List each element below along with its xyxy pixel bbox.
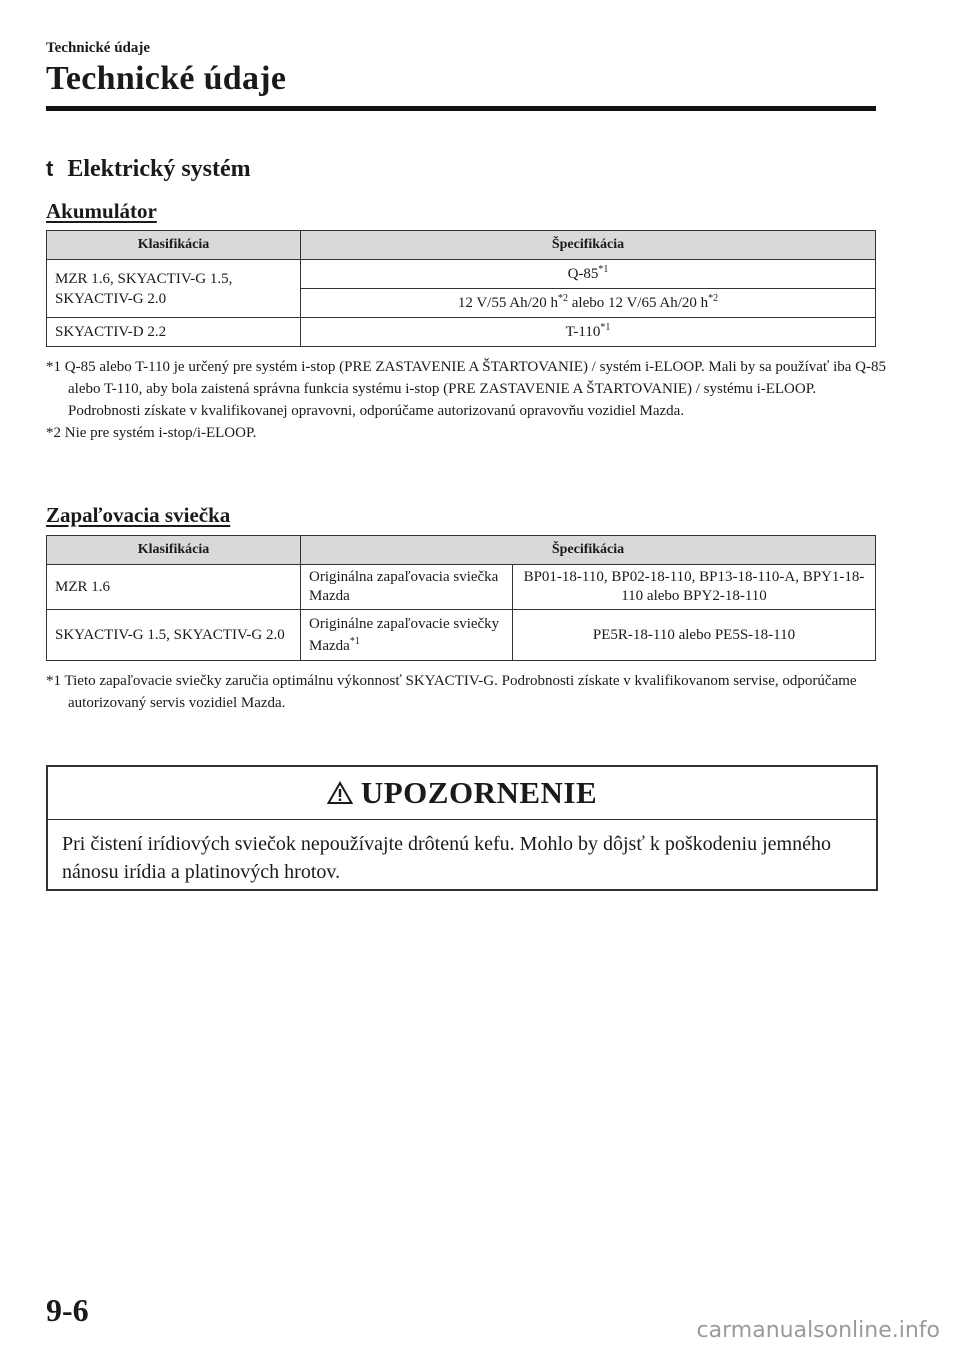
table-row	[47, 565, 876, 610]
breadcrumb: Technické údaje	[46, 40, 151, 56]
watermark: carmanualsonline.info	[696, 1318, 940, 1343]
column-header: Klasifikácia	[47, 231, 301, 260]
footnote: *1 Q-85 alebo T-110 je určený pre systém i-stop (PRE ZASTAVENIE A ŠTARTOVANIE) / systém i-ELOOP. Mali by sa používať iba Q-85 alebo T-110, aby bola zaistená správna funkcia systému i-stop (PRE ZASTAVENIE A ŠTARTOVANIE) / systému i-ELOOP. Podrobnosti získate v kvalifikovanej opravovni, odporúčame autorizovanú opravovňu vozidiel Mazda.	[46, 359, 886, 419]
warning-title: UPOZORNENIE	[360, 775, 598, 810]
table-row	[47, 318, 876, 347]
warning-box	[46, 765, 878, 891]
column-header: Klasifikácia	[47, 536, 301, 565]
footnote: *2 Nie pre systém i-stop/i-ELOOP.	[46, 425, 257, 441]
table-cell-type: Originálna zapaľovacia sviečka Mazda	[301, 565, 513, 610]
table-header-row	[47, 231, 876, 260]
section-heading	[46, 156, 251, 183]
table-cell-spec: 12 V/55 Ah/20 $h^{*2}$ alebo 12 V/65 Ah/20 $h^{*2}$	[301, 289, 876, 318]
table-cell-model: SKYACTIV-G 1.5, SKYACTIV-G 2.0	[47, 610, 301, 661]
spark-plug-heading: Zapaľovacia sviečka	[46, 503, 231, 527]
warning-text: Pri čistení irídiových sviečok nepoužívajte drôtenú kefu. Mohlo by dôjsť k poškodeniu jemného nánosu irídia a platinových hrotov.	[62, 833, 831, 883]
table-cell-type: Originálne zapaľovacie sviečky Mazda$^{*1}$	[301, 610, 513, 661]
column-header: Špecifikácia	[301, 231, 876, 260]
warning-header	[48, 767, 876, 820]
table-cell-model: MZR 1.6	[47, 565, 301, 610]
section-title-text: Elektrický systém	[67, 156, 251, 182]
section-bullet-icon: t	[46, 156, 54, 181]
footnote: *1 Tieto zapaľovacie sviečky zaručia optimálnu výkonnosť SKYACTIV-G. Podrobnosti získate v kvalifikovanom servise, odporúčame autorizovaný servis vozidiel Mazda.	[46, 673, 857, 711]
battery-footnotes	[46, 356, 886, 444]
battery-table	[46, 230, 876, 347]
table-cell-part: PE5R-18-110 alebo PE5S-18-110	[513, 610, 876, 661]
table-row	[47, 610, 876, 661]
table-cell-model: MZR 1.6, SKYACTIV-G 1.5, SKYACTIV-G 2.0	[47, 260, 301, 318]
table-cell-model: SKYACTIV-D 2.2	[47, 318, 301, 347]
page-title: Technické údaje	[46, 60, 287, 97]
header-divider	[46, 106, 876, 111]
column-header: Špecifikácia	[301, 536, 876, 565]
warning-triangle-icon	[327, 781, 353, 805]
spark-plug-table	[46, 535, 876, 661]
table-cell-spec: T-110$^{*1}$	[301, 318, 876, 347]
spark-plug-footnotes	[46, 670, 886, 714]
table-row	[47, 260, 876, 289]
page-number: 9-6	[46, 1292, 89, 1328]
table-cell-spec: Q-85$^{*1}$	[301, 260, 876, 289]
table-header-row	[47, 536, 876, 565]
battery-heading: Akumulátor	[46, 199, 157, 223]
table-cell-part: BP01-18-110, BP02-18-110, BP13-18-110-A, BPY1-18-110 alebo BPY2-18-110	[513, 565, 876, 610]
